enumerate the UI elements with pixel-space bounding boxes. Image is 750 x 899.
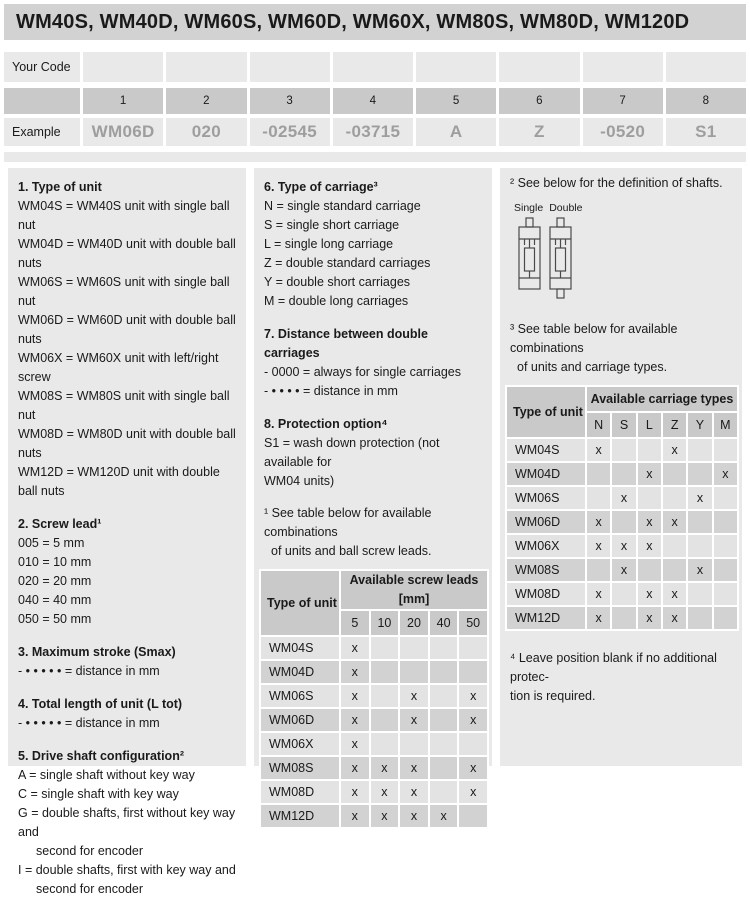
single-shaft-label: Single <box>514 202 544 214</box>
section-heading-type-of-unit: 1. Type of unit <box>18 180 102 194</box>
screw-lead-option: 005 = 5 mm <box>18 536 85 550</box>
column-shafts-and-carriage-table <box>500 168 742 766</box>
unit-definition: WM08D = WM80D unit with double ball nuts <box>18 427 236 460</box>
screw-table-group-header: Available screw leads [mm] <box>341 571 487 609</box>
section-heading-screw-lead: 2. Screw lead¹ <box>18 517 102 531</box>
your-code-cell-5 <box>416 52 496 82</box>
lead-column-header: 40 <box>430 611 458 635</box>
drive-shaft-option: C = single shaft with key way <box>18 787 179 801</box>
position-number: 2 <box>166 88 246 114</box>
your-code-cell-2 <box>166 52 246 82</box>
example-label: Example <box>4 118 80 146</box>
page-title: WM40S, WM40D, WM60S, WM60D, WM60X, WM80S, WM80D, WM120D <box>4 4 746 40</box>
drive-shaft-option: I = double shafts, first with key way and <box>18 863 236 877</box>
lead-column-header: 20 <box>400 611 428 635</box>
carriage-types-table <box>505 385 739 631</box>
table-row: WM12D x x x <box>507 607 737 629</box>
distance-option: - 0000 = always for single carriages <box>264 365 461 379</box>
table-row: WM06S x x <box>507 487 737 509</box>
carriage-option: S = single short carriage <box>264 218 400 232</box>
double-shaft-label: Double <box>549 202 583 214</box>
protection-option-cont: WM04 units) <box>264 474 335 488</box>
table-row: WM06D x x x <box>261 709 487 731</box>
double-shaft-diagram <box>550 218 571 298</box>
position-number: 3 <box>250 88 330 114</box>
drive-shaft-option-cont: second for encoder <box>36 882 144 896</box>
table-row: WM04S x x <box>507 439 737 461</box>
table-row: WM06X x x x <box>507 535 737 557</box>
table-row: WM06X x <box>261 733 487 755</box>
table-row: WM08S x x <box>507 559 737 581</box>
section-heading-protection: 8. Protection option⁴ <box>264 417 388 431</box>
screw-table-corner-header: Type of unit <box>261 571 339 635</box>
table-row: WM04S x <box>261 637 487 659</box>
section-heading-max-stroke: 3. Maximum stroke (Smax) <box>18 645 176 659</box>
separator-strip <box>4 152 746 162</box>
carriage-column-header: N <box>587 413 610 437</box>
carriage-column-header: L <box>638 413 661 437</box>
carriage-column-header: M <box>714 413 737 437</box>
unit-definition: WM04S = WM40S unit with single ball nut <box>18 199 230 232</box>
carriage-option: Z = double standard carriages <box>264 256 431 270</box>
position-number: 6 <box>499 88 579 114</box>
drive-shaft-option: G = double shafts, first without key way and <box>18 806 236 839</box>
your-code-cell-7 <box>583 52 663 82</box>
your-code-cell-4 <box>333 52 413 82</box>
shaft-diagrams <box>518 217 734 307</box>
carriage-option: L = single long carriage <box>264 237 394 251</box>
shaft-diagram-labels <box>514 202 734 215</box>
unit-definition: WM04D = WM40D unit with double ball nuts <box>18 237 236 270</box>
screw-lead-option: 020 = 20 mm <box>18 574 92 588</box>
example-value: A <box>416 118 496 146</box>
drive-shaft-option-cont: second for encoder <box>36 844 144 858</box>
section-heading-total-length: 4. Total length of unit (L tot) <box>18 697 183 711</box>
unit-definition: WM12D = WM120D unit with double ball nuts <box>18 465 220 498</box>
carriage-column-header: Z <box>663 413 686 437</box>
footnote-3: ³ See table below for available combinations of units and carriage types. <box>510 322 678 374</box>
example-value: S1 <box>666 118 746 146</box>
your-code-cell-3 <box>250 52 330 82</box>
lead-column-header: 10 <box>371 611 399 635</box>
unit-definition: WM06S = WM60S unit with single ball nut <box>18 275 230 308</box>
max-stroke-definition: - • • • • • = distance in mm <box>18 664 160 678</box>
example-value: 020 <box>166 118 246 146</box>
table-row: WM08S x x x x <box>261 757 487 779</box>
carriage-table-group-header: Available carriage types <box>587 387 737 411</box>
carriage-table-corner-header: Type of unit <box>507 387 585 437</box>
footnote-2: ² See below for the definition of shafts. <box>510 176 723 190</box>
screw-lead-option: 010 = 10 mm <box>18 555 92 569</box>
screw-lead-option: 040 = 40 mm <box>18 593 92 607</box>
your-code-cell-8 <box>666 52 746 82</box>
position-label-cell <box>4 88 80 114</box>
carriage-option: Y = double short carriages <box>264 275 411 289</box>
table-row: WM06D x x x <box>507 511 737 533</box>
carriage-column-header: S <box>612 413 635 437</box>
lead-column-header: 5 <box>341 611 369 635</box>
example-value: WM06D <box>83 118 163 146</box>
table-row: WM04D x x <box>507 463 737 485</box>
position-number: 1 <box>83 88 163 114</box>
your-code-cell-6 <box>499 52 579 82</box>
carriage-option: N = single standard carriage <box>264 199 421 213</box>
table-row: WM12D x x x x <box>261 805 487 827</box>
distance-option: - • • • • = distance in mm <box>264 384 398 398</box>
drive-shaft-option: A = single shaft without key way <box>18 768 195 782</box>
position-number: 4 <box>333 88 413 114</box>
position-number: 5 <box>416 88 496 114</box>
screw-lead-option: 050 = 50 mm <box>18 612 92 626</box>
unit-definition: WM06X = WM60X unit with left/right screw <box>18 351 219 384</box>
example-value: -0520 <box>583 118 663 146</box>
footnote-1: ¹ See table below for available combinations of units and ball screw leads. <box>264 506 432 558</box>
example-value: Z <box>499 118 579 146</box>
table-row: WM04D x <box>261 661 487 683</box>
example-value: -03715 <box>333 118 413 146</box>
single-shaft-diagram <box>519 218 540 289</box>
table-row: WM08D x x x <box>507 583 737 605</box>
example-row <box>4 118 746 146</box>
your-code-cell-1 <box>83 52 163 82</box>
footnote-4: ⁴ Leave position blank if no additional protec- tion is required. <box>510 651 717 703</box>
your-code-row <box>4 52 746 82</box>
section-heading-distance: 7. Distance between double carriages <box>264 327 428 360</box>
carriage-option: M = double long carriages <box>264 294 409 308</box>
position-number: 7 <box>583 88 663 114</box>
column-carriage-and-leads-table <box>254 168 492 823</box>
position-number: 8 <box>666 88 746 114</box>
example-value: -02545 <box>250 118 330 146</box>
your-code-label: Your Code <box>4 52 80 82</box>
protection-option: S1 = wash down protection (not available for <box>264 436 440 469</box>
lead-column-header: 50 <box>459 611 487 635</box>
shaft-diagram-svg <box>518 217 580 301</box>
table-row: WM06S x x x <box>261 685 487 707</box>
section-heading-drive-shaft: 5. Drive shaft configuration² <box>18 749 184 763</box>
table-row: WM08D x x x x <box>261 781 487 803</box>
unit-definition: WM06D = WM60D unit with double ball nuts <box>18 313 236 346</box>
unit-definition: WM08S = WM80S unit with single ball nut <box>18 389 230 422</box>
position-number-row <box>4 88 746 114</box>
total-length-definition: - • • • • • = distance in mm <box>18 716 160 730</box>
screw-leads-table <box>259 569 489 829</box>
section-heading-carriage: 6. Type of carriage³ <box>264 180 378 194</box>
column-unit-and-screw <box>8 168 246 896</box>
carriage-column-header: Y <box>688 413 711 437</box>
